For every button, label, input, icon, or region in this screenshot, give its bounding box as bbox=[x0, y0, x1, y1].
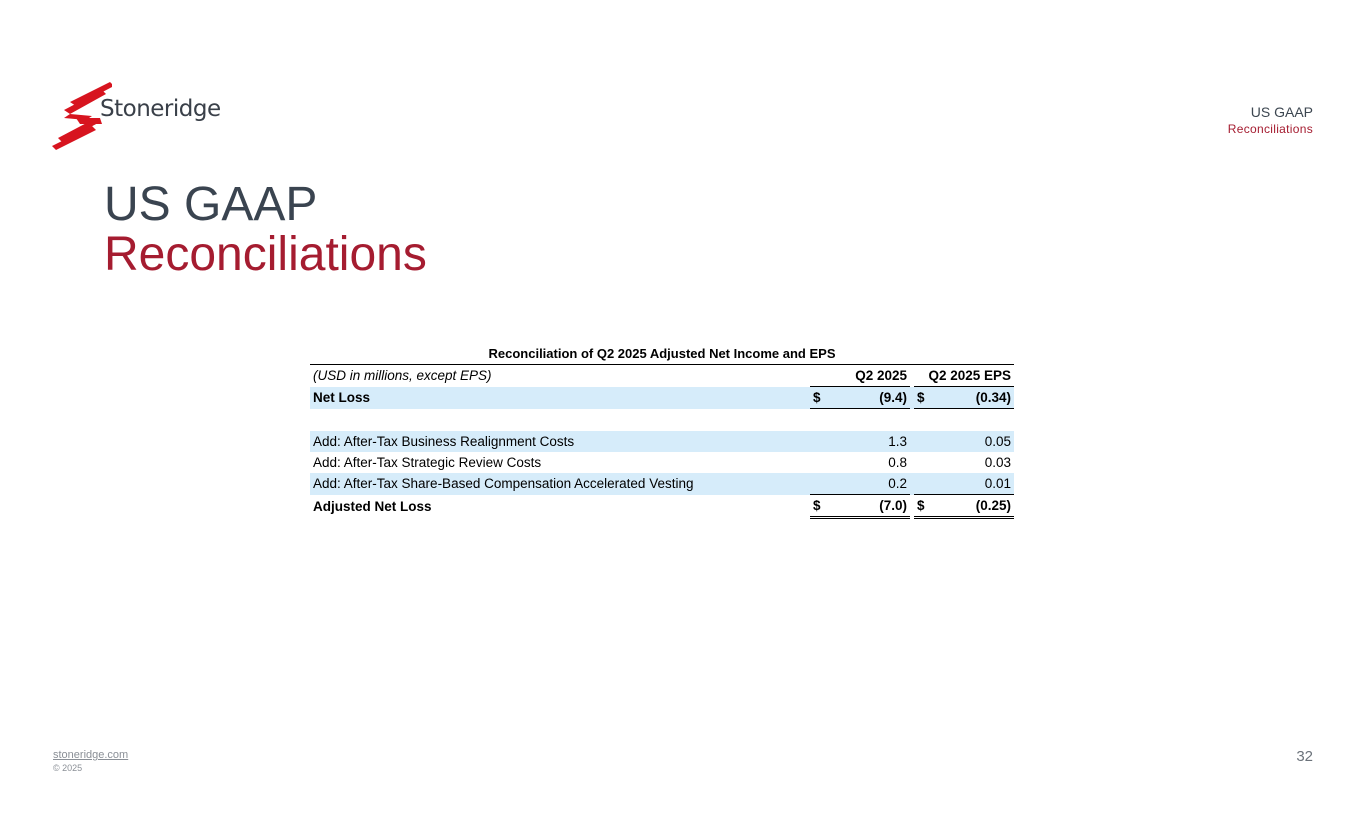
units-note: (USD in millions, except EPS) bbox=[313, 368, 492, 384]
value-eps: 0.03 bbox=[984, 455, 1012, 470]
value-eps: (0.25) bbox=[932, 495, 1014, 518]
currency-symbol: $ bbox=[914, 495, 932, 518]
currency-symbol: $ bbox=[914, 387, 932, 409]
page-number: 32 bbox=[1296, 748, 1313, 765]
section-subtitle: Reconciliations bbox=[1227, 122, 1313, 136]
value-eps: 0.05 bbox=[932, 431, 1014, 452]
table-row-net-loss bbox=[310, 387, 1014, 409]
value-q2-2025: (7.0) bbox=[828, 495, 910, 518]
value-eps: 0.01 bbox=[932, 473, 1014, 495]
page-title bbox=[104, 180, 427, 280]
value-q2-2025: 0.2 bbox=[828, 473, 910, 495]
page-title-line2: Reconciliations bbox=[104, 228, 427, 281]
row-label: Add: After-Tax Business Realignment Costs bbox=[310, 431, 810, 452]
row-label: Add: After-Tax Share-Based Compensation Accelerated Vesting bbox=[310, 473, 810, 495]
table-header-row bbox=[310, 365, 1014, 387]
column-header-q2-2025: Q2 2025 bbox=[810, 365, 910, 387]
row-label: Adjusted Net Loss bbox=[313, 498, 432, 514]
row-label: Add: After-Tax Strategic Review Costs bbox=[313, 455, 542, 470]
table-title: Reconciliation of Q2 2025 Adjusted Net Income and EPS bbox=[310, 346, 1014, 365]
table-row-sbc bbox=[310, 473, 1014, 495]
table-row-realignment bbox=[310, 431, 1014, 452]
section-title: US GAAP bbox=[1250, 104, 1313, 120]
brand-name: Stoneridge bbox=[100, 96, 221, 122]
value-q2-2025: 1.3 bbox=[828, 431, 910, 452]
value-q2-2025: 0.8 bbox=[888, 455, 908, 470]
page-title-line1: US GAAP bbox=[104, 178, 318, 231]
reconciliation-table bbox=[310, 346, 1014, 519]
column-header-q2-2025-eps: Q2 2025 EPS bbox=[914, 365, 1014, 387]
table-row-strategic-review bbox=[310, 452, 1014, 473]
copyright: © 2025 bbox=[53, 763, 83, 773]
spacer-row bbox=[310, 409, 1014, 432]
value-eps: (0.34) bbox=[932, 387, 1014, 409]
currency-symbol: $ bbox=[810, 495, 828, 518]
row-label: Net Loss bbox=[310, 387, 810, 409]
currency-symbol: $ bbox=[810, 387, 828, 409]
table-row-adjusted-net-loss bbox=[310, 495, 1014, 518]
website-link[interactable]: stoneridge.com bbox=[53, 749, 129, 761]
section-header bbox=[1228, 104, 1313, 137]
value-q2-2025: (9.4) bbox=[828, 387, 910, 409]
